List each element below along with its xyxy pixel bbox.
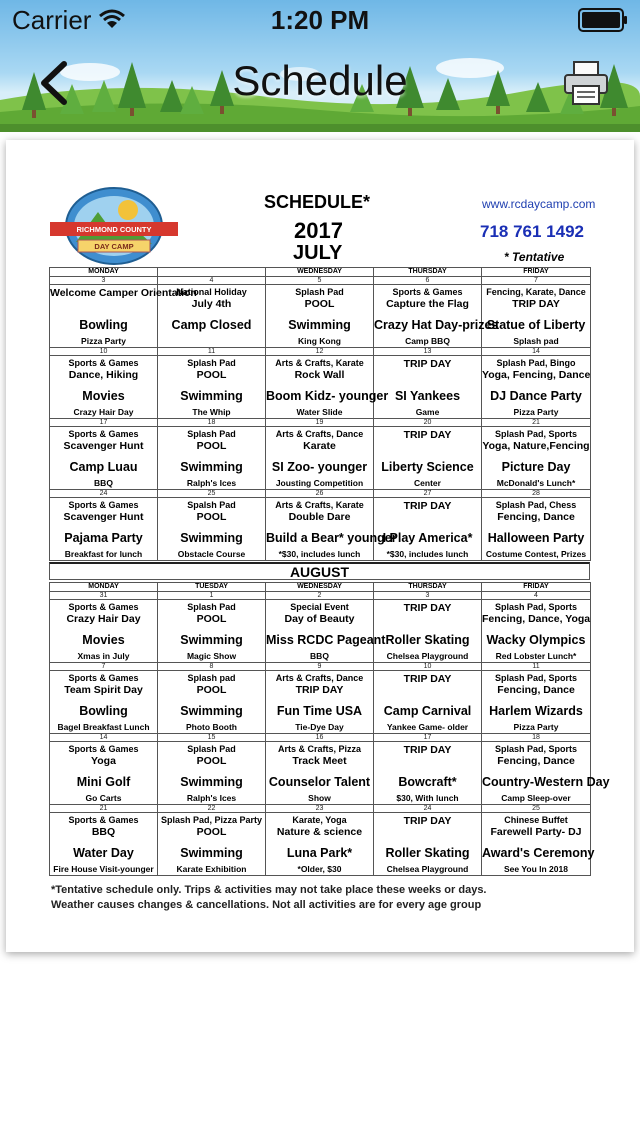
day-cell bbox=[482, 356, 591, 419]
activity-line-1: Special Event bbox=[290, 602, 349, 612]
activity-line-2: Fencing, Dance, Yoga bbox=[482, 613, 591, 625]
main-activity: Luna Park* bbox=[286, 846, 353, 860]
activity-note: Pizza Party bbox=[81, 336, 126, 346]
activity-line-2: POOL bbox=[304, 298, 335, 310]
date-number: 26 bbox=[266, 490, 374, 498]
date-number: 11 bbox=[482, 663, 591, 671]
activity-line-1: Splash Pad, Sports bbox=[494, 673, 578, 683]
main-activity: Bowling bbox=[79, 318, 128, 332]
activity-line-2: BBQ bbox=[91, 826, 116, 838]
activity-line-2: POOL bbox=[196, 826, 227, 838]
main-activity: Camp Luau bbox=[69, 460, 138, 474]
activity-line-2: TRIP DAY bbox=[512, 298, 560, 310]
day-cell bbox=[374, 285, 499, 348]
date-number: 21 bbox=[50, 805, 158, 813]
weekday-header bbox=[158, 268, 266, 277]
date-number: 27 bbox=[374, 490, 482, 498]
date-number: 14 bbox=[482, 348, 591, 356]
date-number: 18 bbox=[158, 419, 266, 427]
activity-note: Xmas in July bbox=[77, 651, 130, 661]
day-cell bbox=[266, 498, 397, 561]
activity-note: BBQ bbox=[94, 478, 113, 488]
activity-line-1: Arts & Crafts, Dance bbox=[275, 673, 364, 683]
day-cell bbox=[266, 742, 374, 805]
date-number: 10 bbox=[374, 663, 482, 671]
main-activity: Roller Skating bbox=[385, 633, 470, 647]
activity-line-2: TRIP DAY bbox=[295, 684, 344, 696]
activity-line-2: Fencing, Dance bbox=[497, 684, 575, 696]
date-number: 19 bbox=[266, 419, 374, 427]
week-row bbox=[50, 671, 591, 734]
date-number: 7 bbox=[50, 663, 158, 671]
page-title: Schedule bbox=[232, 57, 408, 104]
day-cell bbox=[266, 600, 386, 663]
activity-note: Water Slide bbox=[296, 407, 343, 417]
activity-line-1: Spalsh Pad bbox=[187, 500, 236, 510]
week-row bbox=[50, 427, 591, 490]
main-activity: Bowcraft* bbox=[398, 775, 457, 789]
website-link[interactable]: www.rcdaycamp.com bbox=[482, 197, 596, 211]
activity-line-2: TRIP DAY bbox=[403, 358, 452, 370]
activity-line-2: Rock Wall bbox=[294, 369, 345, 381]
logo-text-county: RICHMOND COUNTY bbox=[76, 225, 152, 234]
activity-line-2: Yoga, Nature,Fencing bbox=[482, 440, 590, 452]
day-cell bbox=[50, 813, 158, 876]
status-bar bbox=[0, 0, 640, 40]
activity-line-2: TRIP DAY bbox=[403, 673, 452, 685]
day-cell bbox=[374, 671, 482, 734]
main-activity: Statue of Liberty bbox=[486, 318, 586, 332]
nav-header bbox=[0, 0, 640, 132]
activity-note: Ralph's Ices bbox=[186, 478, 237, 488]
day-cell bbox=[266, 813, 374, 876]
weekday-header: WEDNESDAY bbox=[266, 583, 374, 592]
activity-line-1: Splash Pad bbox=[295, 287, 344, 297]
activity-line-2: Capture the Flag bbox=[386, 298, 469, 310]
battery-icon bbox=[578, 8, 628, 32]
activity-line-2: July 4th bbox=[191, 298, 232, 310]
week-row bbox=[50, 285, 591, 348]
day-cell bbox=[50, 356, 158, 419]
activity-note: Go Carts bbox=[85, 793, 122, 803]
activity-line-2: Scavenger Hunt bbox=[63, 511, 144, 523]
main-activity: Movies bbox=[82, 389, 125, 403]
status-time: 1:20 PM bbox=[270, 5, 370, 35]
activity-line-2: Yoga, Fencing, Dance bbox=[482, 369, 591, 381]
main-activity: Counselor Talent bbox=[268, 775, 371, 789]
day-cell bbox=[374, 600, 482, 663]
activity-line-1: Splash Pad bbox=[187, 602, 236, 612]
main-activity: Wacky Olympics bbox=[486, 633, 586, 647]
activity-line-1: Splash Pad, Bingo bbox=[496, 358, 576, 368]
main-activity: Halloween Party bbox=[487, 531, 585, 545]
main-activity: Swimming bbox=[180, 704, 243, 718]
date-number-row bbox=[50, 348, 591, 356]
day-cell bbox=[158, 600, 266, 663]
month-july: JULY bbox=[293, 242, 343, 264]
main-activity: Swimming bbox=[288, 318, 351, 332]
activity-line-1: Splash pad bbox=[187, 673, 236, 683]
day-cell bbox=[482, 671, 591, 734]
activity-note: Jousting Competition bbox=[275, 478, 364, 488]
week-row bbox=[50, 356, 591, 419]
activity-note: Karate Exhibition bbox=[176, 864, 247, 874]
date-number: 15 bbox=[158, 734, 266, 742]
week-row bbox=[50, 742, 591, 805]
activity-note: Splash pad bbox=[513, 336, 559, 346]
phone-number[interactable]: 718 761 1492 bbox=[480, 222, 584, 241]
day-cell bbox=[482, 813, 595, 876]
date-number: 5 bbox=[266, 277, 374, 285]
activity-note: Photo Booth bbox=[186, 722, 237, 732]
date-number: 18 bbox=[482, 734, 591, 742]
day-cell bbox=[50, 671, 158, 734]
activity-line-2: Yoga bbox=[91, 755, 116, 767]
day-cell bbox=[158, 813, 266, 876]
day-cell bbox=[482, 427, 591, 490]
day-cell bbox=[374, 742, 482, 805]
main-activity: Mini Golf bbox=[76, 775, 131, 789]
day-cell bbox=[266, 285, 374, 348]
date-number: 24 bbox=[50, 490, 158, 498]
activity-line-1: Sports & Games bbox=[68, 602, 139, 612]
day-cell bbox=[158, 742, 266, 805]
day-cell bbox=[482, 742, 610, 805]
date-number: 11 bbox=[158, 348, 266, 356]
day-cell bbox=[50, 498, 158, 561]
activity-note: Red Lobster Lunch* bbox=[495, 651, 577, 661]
day-cell bbox=[158, 356, 266, 419]
activity-line-2: TRIP DAY bbox=[403, 429, 452, 441]
weekday-header-row bbox=[50, 583, 591, 592]
activity-note: Fire House Visit-younger bbox=[53, 864, 154, 874]
main-activity: Swimming bbox=[180, 389, 243, 403]
activity-note: See You In 2018 bbox=[504, 864, 568, 874]
main-activity: Crazy Hat Day-prizes bbox=[374, 318, 499, 332]
activity-note: Camp Sleep-over bbox=[501, 793, 571, 803]
date-number: 9 bbox=[266, 663, 374, 671]
weekday-header: WEDNESDAY bbox=[266, 268, 374, 277]
activity-line-1: Splash Pad bbox=[187, 429, 236, 439]
main-activity: Swimming bbox=[180, 531, 243, 545]
date-number: 6 bbox=[374, 277, 482, 285]
footnote-tentative: *Tentative schedule only. Trips & activities may not take place these weeks or days. bbox=[51, 884, 487, 896]
week-row bbox=[50, 498, 591, 561]
date-number: 17 bbox=[50, 419, 158, 427]
day-cell bbox=[266, 671, 374, 734]
activity-note: *$30, includes lunch bbox=[278, 549, 361, 559]
activity-line-1: Sports & Games bbox=[68, 358, 139, 368]
activity-line-2: Fencing, Dance bbox=[497, 511, 575, 523]
activity-line-2: Welcome Camper Orientation bbox=[50, 287, 197, 299]
activity-note: Ralph's Ices bbox=[186, 793, 237, 803]
activity-line-1: Sports & Games bbox=[68, 744, 139, 754]
day-cell bbox=[374, 356, 482, 419]
printer-icon[interactable] bbox=[562, 60, 610, 106]
date-number-row bbox=[50, 663, 591, 671]
activity-line-1: Arts & Crafts, Dance bbox=[275, 429, 364, 439]
main-activity: Harlem Wizards bbox=[489, 704, 583, 718]
logo-text-daycamp: DAY CAMP bbox=[94, 242, 134, 251]
activity-note: Show bbox=[308, 793, 331, 803]
activity-line-2: POOL bbox=[196, 613, 227, 625]
date-number: 3 bbox=[374, 592, 482, 600]
day-cell bbox=[50, 600, 158, 663]
weekday-header: THURSDAY bbox=[374, 268, 482, 277]
weekday-header: TUESDAY bbox=[158, 583, 266, 592]
activity-note: Magic Show bbox=[186, 651, 237, 661]
day-cell bbox=[158, 285, 266, 348]
day-cell bbox=[374, 813, 482, 876]
date-number: 2 bbox=[266, 592, 374, 600]
main-activity: I Play America* bbox=[382, 531, 473, 545]
date-number: 25 bbox=[158, 490, 266, 498]
day-cell bbox=[374, 427, 482, 490]
date-number: 4 bbox=[482, 592, 591, 600]
month-august: AUGUST bbox=[49, 562, 590, 580]
date-number: 1 bbox=[158, 592, 266, 600]
schedule-heading: SCHEDULE* bbox=[264, 192, 371, 212]
day-cell bbox=[266, 356, 389, 419]
activity-note: Obstacle Course bbox=[177, 549, 246, 559]
activity-line-2: Nature & science bbox=[276, 826, 363, 838]
day-cell bbox=[266, 427, 374, 490]
date-number-row bbox=[50, 734, 591, 742]
activity-note: King Kong bbox=[298, 336, 341, 346]
date-number-row bbox=[50, 419, 591, 427]
activity-note: Chelsea Playground bbox=[386, 864, 469, 874]
date-number: 3 bbox=[50, 277, 158, 285]
footnote-weather: Weather causes changes & cancellations. Not all activities are for every age group bbox=[51, 899, 482, 911]
activity-line-2: Track Meet bbox=[292, 755, 347, 767]
activity-line-2: Fencing, Dance bbox=[497, 755, 575, 767]
activity-line-2: Double Dare bbox=[288, 511, 351, 523]
main-activity: Pajama Party bbox=[64, 531, 143, 545]
activity-line-1: Sports & Games bbox=[68, 429, 139, 439]
main-activity: Bowling bbox=[79, 704, 128, 718]
day-cell bbox=[482, 498, 591, 561]
activity-note: *Older, $30 bbox=[297, 864, 342, 874]
activity-line-1: Splash Pad, Sports bbox=[494, 744, 578, 754]
activity-note: Camp BBQ bbox=[405, 336, 450, 346]
activity-note: Center bbox=[414, 478, 441, 488]
main-activity: Fun Time USA bbox=[276, 704, 363, 718]
activity-line-1: Splash Pad, Pizza Party bbox=[160, 815, 263, 825]
main-activity: Build a Bear* younger bbox=[266, 531, 397, 545]
main-activity: Country-Western Day bbox=[482, 775, 610, 789]
activity-note: Game bbox=[415, 407, 440, 417]
activity-note: Bagel Breakfast Lunch bbox=[57, 722, 150, 732]
main-activity: Movies bbox=[82, 633, 125, 647]
day-cell bbox=[158, 427, 266, 490]
week-row bbox=[50, 600, 591, 663]
main-activity: Boom Kidz- younger bbox=[266, 389, 389, 403]
activity-line-2: POOL bbox=[196, 440, 227, 452]
schedule-document bbox=[6, 140, 634, 952]
carrier-label: Carrier bbox=[12, 5, 92, 35]
date-number-row bbox=[50, 277, 591, 285]
activity-line-2: Crazy Hair Day bbox=[66, 613, 141, 625]
activity-line-1: Splash Pad, Chess bbox=[495, 500, 577, 510]
day-cell bbox=[50, 285, 197, 348]
activity-line-2: Farewell Party- DJ bbox=[490, 826, 582, 838]
activity-line-1: Sports & Games bbox=[392, 287, 463, 297]
activity-note: *$30, includes lunch bbox=[386, 549, 469, 559]
activity-note: BBQ bbox=[310, 651, 329, 661]
activity-note: $30, With lunch bbox=[396, 793, 459, 803]
date-number: 14 bbox=[50, 734, 158, 742]
main-activity: Water Day bbox=[73, 846, 134, 860]
activity-line-1: Arts & Crafts, Pizza bbox=[277, 744, 362, 754]
activity-note: Crazy Hair Day bbox=[73, 407, 134, 417]
activity-line-1: Sports & Games bbox=[68, 673, 139, 683]
activity-line-1: Splash Pad, Sports bbox=[494, 429, 578, 439]
date-number-row bbox=[50, 490, 591, 498]
main-activity: Award's Ceremony bbox=[482, 846, 595, 860]
activity-note: Costume Contest, Prizes bbox=[485, 549, 587, 559]
activity-note: Yankee Game- older bbox=[386, 722, 469, 732]
date-number: 13 bbox=[374, 348, 482, 356]
main-activity: Camp Closed bbox=[171, 318, 252, 332]
activity-note: Pizza Party bbox=[513, 407, 559, 417]
week-row bbox=[50, 813, 591, 876]
activity-line-2: Karate bbox=[303, 440, 336, 452]
activity-line-1: Fencing, Karate, Dance bbox=[486, 287, 586, 297]
tentative-label: * Tentative bbox=[504, 250, 565, 264]
date-number: 23 bbox=[266, 805, 374, 813]
activity-line-1: Chinese Buffet bbox=[504, 815, 568, 825]
weekday-header-row bbox=[50, 268, 591, 277]
weekday-header: MONDAY bbox=[50, 268, 158, 277]
date-number: 31 bbox=[50, 592, 158, 600]
activity-line-2: Team Spirit Day bbox=[64, 684, 143, 696]
date-number: 10 bbox=[50, 348, 158, 356]
main-activity: DJ Dance Party bbox=[490, 389, 582, 403]
activity-line-2: Scavenger Hunt bbox=[63, 440, 144, 452]
main-activity: SI Zoo- younger bbox=[271, 460, 368, 474]
main-activity: Swimming bbox=[180, 460, 243, 474]
activity-line-2: POOL bbox=[196, 511, 227, 523]
main-activity: Roller Skating bbox=[385, 846, 470, 860]
activity-note: McDonald's Lunch* bbox=[496, 478, 576, 488]
date-number-row bbox=[50, 592, 591, 600]
activity-line-1: National Holiday bbox=[176, 287, 247, 297]
date-number: 7 bbox=[482, 277, 591, 285]
activity-line-2: POOL bbox=[196, 369, 227, 381]
activity-line-1: Splash Pad, Sports bbox=[494, 602, 578, 612]
weekday-header: FRIDAY bbox=[482, 583, 591, 592]
activity-line-1: Karate, Yoga bbox=[292, 815, 347, 825]
weekday-header: FRIDAY bbox=[482, 268, 591, 277]
activity-line-1: Splash Pad bbox=[187, 744, 236, 754]
day-cell bbox=[482, 600, 591, 663]
date-number: 17 bbox=[374, 734, 482, 742]
august-schedule-table bbox=[49, 582, 610, 876]
day-cell bbox=[50, 427, 158, 490]
activity-line-2: TRIP DAY bbox=[403, 815, 452, 827]
date-number: 25 bbox=[482, 805, 591, 813]
main-activity: Picture Day bbox=[501, 460, 571, 474]
schedule-year: 2017 bbox=[294, 218, 343, 243]
activity-line-1: Sports & Games bbox=[68, 815, 139, 825]
day-cell bbox=[374, 498, 482, 561]
main-activity: Swimming bbox=[180, 846, 243, 860]
main-activity: Camp Carnival bbox=[383, 704, 472, 718]
day-cell bbox=[482, 285, 591, 348]
july-schedule-table bbox=[49, 267, 591, 561]
activity-line-2: Dance, Hiking bbox=[68, 369, 139, 381]
activity-line-2: POOL bbox=[196, 755, 227, 767]
weekday-header: THURSDAY bbox=[374, 583, 482, 592]
date-number: 22 bbox=[158, 805, 266, 813]
activity-note: Chelsea Playground bbox=[386, 651, 469, 661]
activity-line-1: Splash Pad bbox=[187, 358, 236, 368]
activity-line-1: Sports & Games bbox=[68, 500, 139, 510]
day-cell bbox=[158, 498, 266, 561]
activity-note: The Whip bbox=[192, 407, 231, 417]
date-number: 21 bbox=[482, 419, 591, 427]
main-activity: Miss RCDC Pageant bbox=[266, 633, 386, 647]
activity-line-2: TRIP DAY bbox=[403, 500, 452, 512]
date-number: 8 bbox=[158, 663, 266, 671]
activity-line-2: TRIP DAY bbox=[403, 744, 452, 756]
date-number: 12 bbox=[266, 348, 374, 356]
main-activity: Swimming bbox=[180, 775, 243, 789]
date-number: 24 bbox=[374, 805, 482, 813]
main-activity: SI Yankees bbox=[394, 389, 461, 403]
date-number: 4 bbox=[158, 277, 266, 285]
main-activity: Liberty Science bbox=[381, 460, 474, 474]
date-number: 20 bbox=[374, 419, 482, 427]
activity-line-2: TRIP DAY bbox=[403, 602, 452, 614]
date-number-row bbox=[50, 805, 591, 813]
activity-note: Pizza Party bbox=[513, 722, 559, 732]
day-cell bbox=[50, 742, 158, 805]
activity-line-2: Day of Beauty bbox=[284, 613, 355, 625]
camp-logo bbox=[48, 182, 180, 266]
activity-line-2: POOL bbox=[196, 684, 227, 696]
date-number: 28 bbox=[482, 490, 591, 498]
main-activity: Swimming bbox=[180, 633, 243, 647]
activity-line-1: Arts & Crafts, Karate bbox=[275, 500, 364, 510]
activity-line-1: Arts & Crafts, Karate bbox=[275, 358, 364, 368]
weekday-header: MONDAY bbox=[50, 583, 158, 592]
activity-note: Breakfast for lunch bbox=[64, 549, 143, 559]
day-cell bbox=[158, 671, 266, 734]
date-number: 16 bbox=[266, 734, 374, 742]
activity-note: Tie-Dye Day bbox=[295, 722, 344, 732]
